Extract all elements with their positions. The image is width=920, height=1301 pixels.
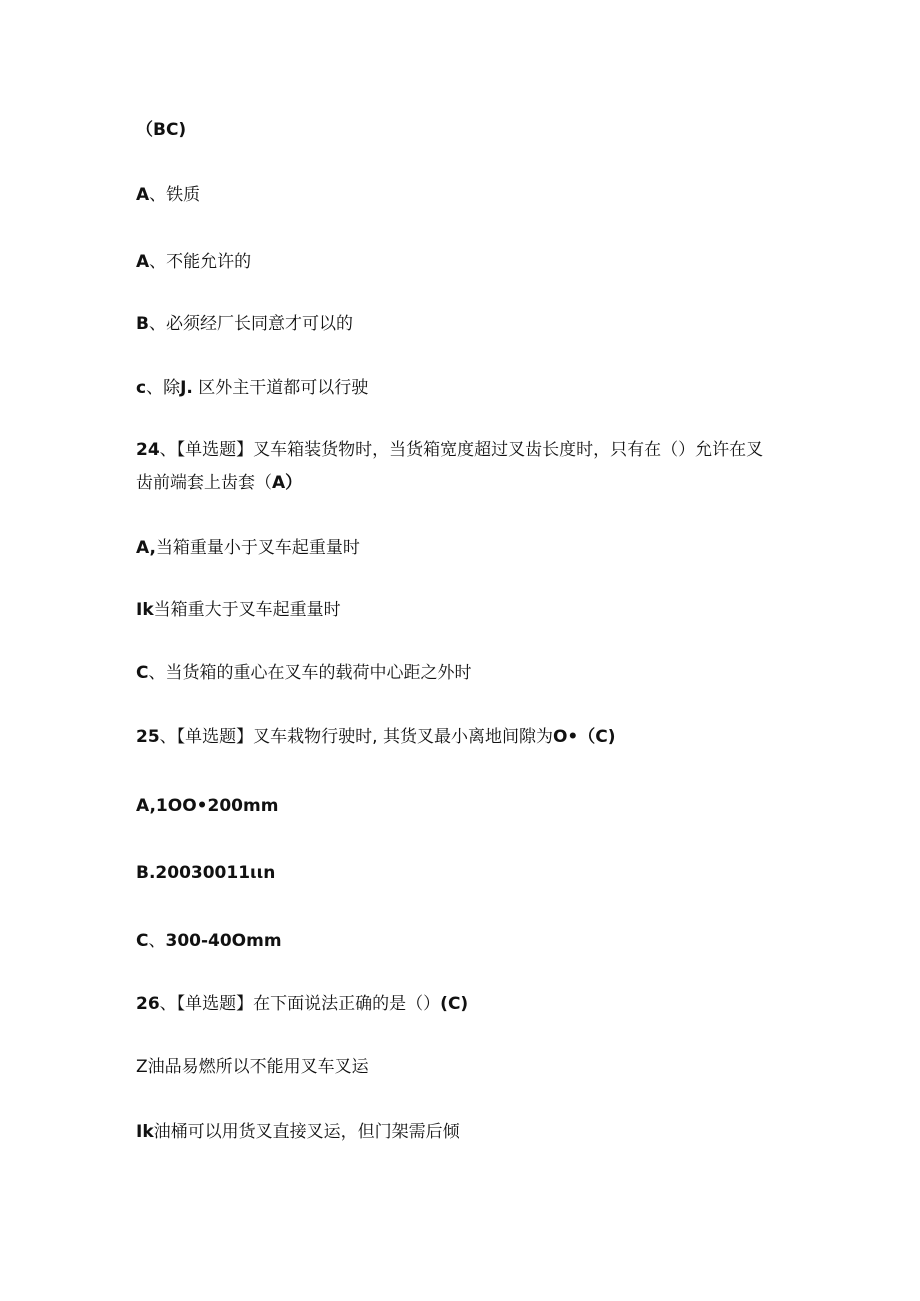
option-z-oil-flammable: Z油品易燃所以不能用叉车叉运 xyxy=(136,1057,369,1077)
option-b-weight-greater: Ik当箱重大于叉车起重量时 xyxy=(136,600,341,620)
option-c-main-road: c、除J. 区外主干道都可以行驶 xyxy=(136,378,369,398)
option-b-oil-drum: Ik油桶可以用货叉直接叉运，但门架需后倾 xyxy=(136,1122,460,1142)
option-c-300-400mm: C、300-40Omm xyxy=(136,931,282,951)
question-26: 26、【单选题】在下面说法正确的是（）(C) xyxy=(136,994,469,1014)
option-b-200-300mm: B.20030011ιιn xyxy=(136,863,276,883)
answer-bc: （BC) xyxy=(136,120,187,140)
option-a-weight-less: A,当箱重量小于叉车起重量时 xyxy=(136,538,360,558)
option-a-100-200mm: A,1OO•200mm xyxy=(136,796,279,816)
option-a-not-allowed: A、不能允许的 xyxy=(136,252,252,272)
option-c-center-of-gravity: C、当货箱的重心在叉车的载荷中心距之外时 xyxy=(136,663,472,683)
option-b-manager-consent: B、必须经厂长同意才可以的 xyxy=(136,314,353,334)
question-24: 24、【单选题】叉车箱装货物时，当货箱宽度超过叉齿长度时，只有在（）允许在叉齿前端套上齿套（A） xyxy=(136,440,764,493)
question-25: 25、【单选题】叉车栽物行驶时, 其货叉最小离地间隙为O•（C) xyxy=(136,727,616,747)
option-a-iron: A、铁质 xyxy=(136,185,201,205)
